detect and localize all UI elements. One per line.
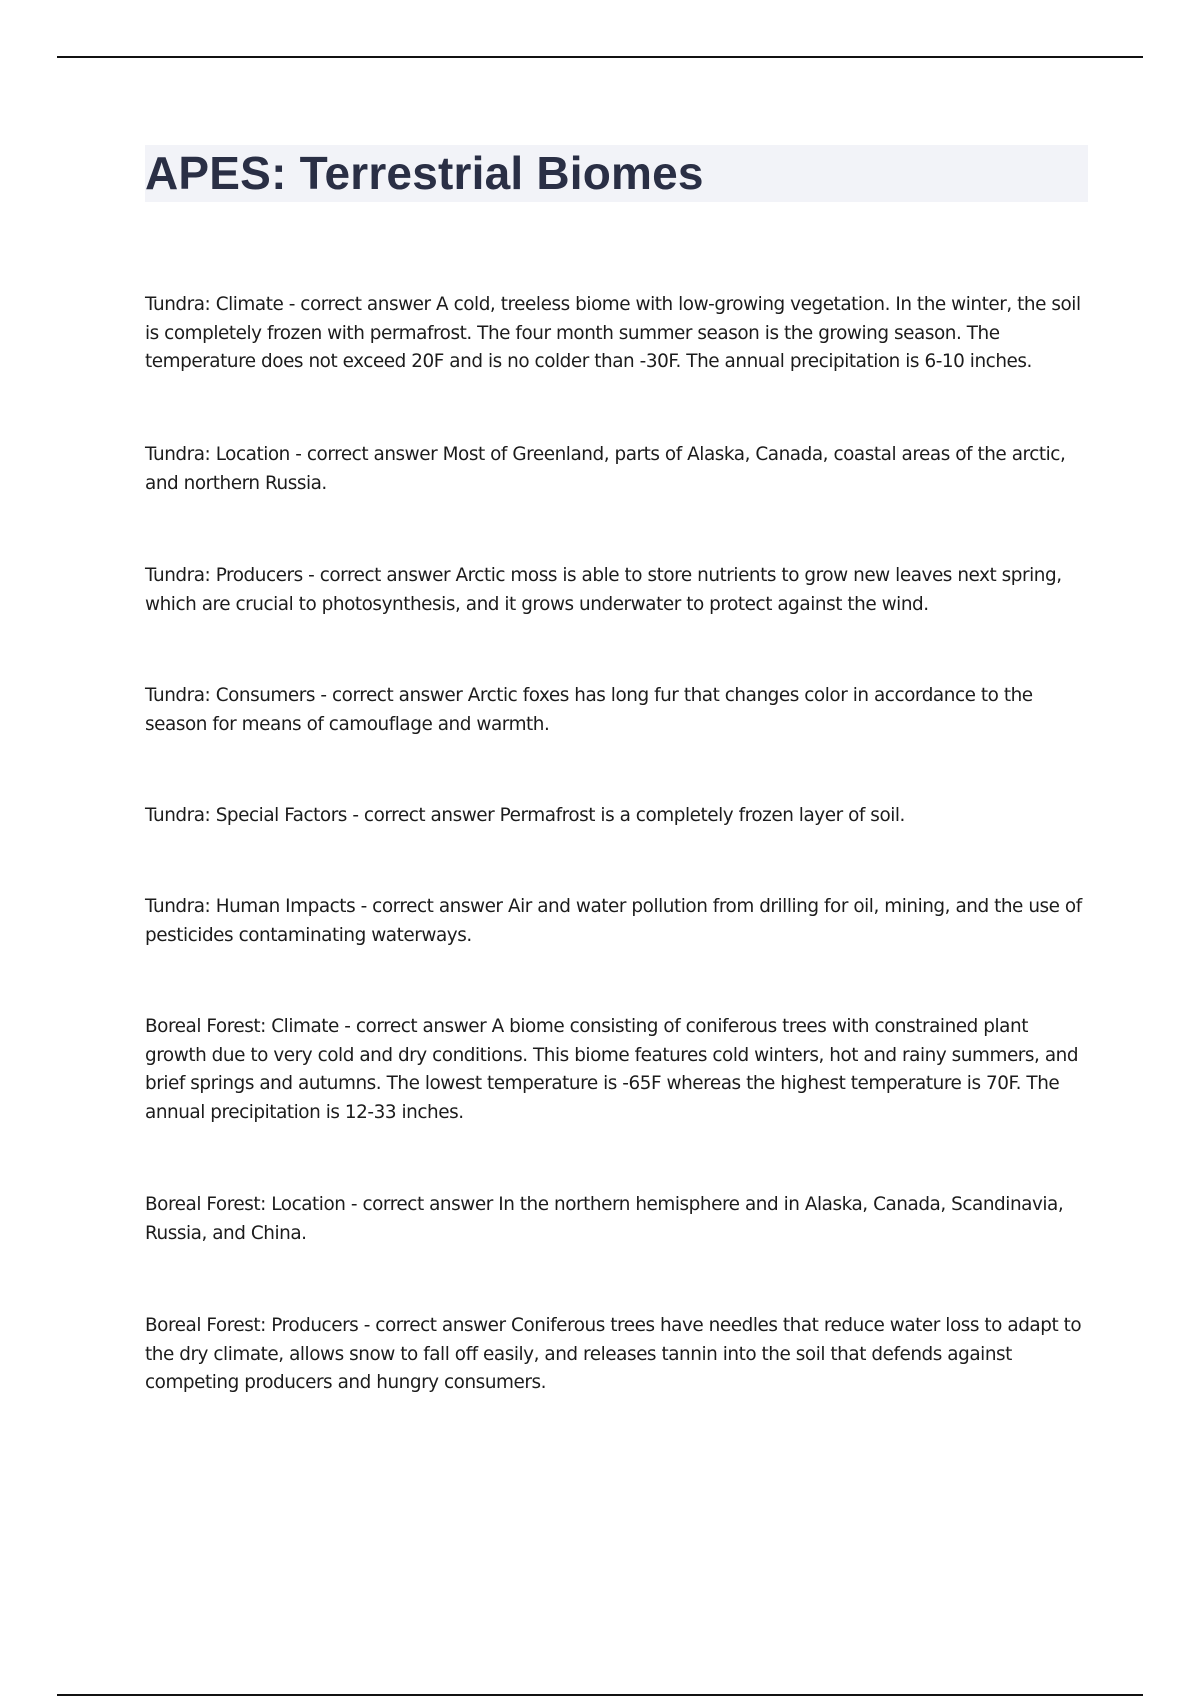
entry-boreal-producers: Boreal Forest: Producers - correct answer Coniferous trees have needles that reduce water loss to adapt to the dry climate, allows snow to fall off easily, and releases tannin into the soil that defends against competing producers and hungry consumers. <box>145 1315 1082 1394</box>
entry-tundra-human-impacts: Tundra: Human Impacts - correct answer Air and water pollution from drilling for oil, mining, and the use of pesticides contaminating waterways. <box>145 896 1082 946</box>
entry-tundra-consumers: Tundra: Consumers - correct answer Arctic foxes has long fur that changes color in accordance to the season for means of camouflage and warmth. <box>145 685 1033 735</box>
entry-boreal-climate: Boreal Forest: Climate - correct answer A biome consisting of coniferous trees with constrained plant growth due to very cold and dry conditions. This biome features cold winters, hot and rainy summers, and brief springs and autumns. The lowest temperature is -65F whereas the highest temperature is 70F. The annual precipitation is 12-33 inches. <box>145 1016 1079 1123</box>
top-rule <box>57 56 1143 58</box>
entry-boreal-location: Boreal Forest: Location - correct answer In the northern hemisphere and in Alaska, Canada, Scandinavia, Russia, and China. <box>145 1194 1064 1244</box>
entry-tundra-producers: Tundra: Producers - correct answer Arctic moss is able to store nutrients to grow new leaves next spring, which are crucial to photosynthesis, and it grows underwater to protect against the wind. <box>145 565 1062 615</box>
entry-tundra-climate: Tundra: Climate - correct answer A cold, treeless biome with low-growing vegetation. In the winter, the soil is completely frozen with permafrost. The four month summer season is the growing season. The temperature does not exceed 20F and is no colder than -30F. The annual precipitation is 6-10 inches. <box>145 294 1081 373</box>
page-title: APES: Terrestrial Biomes <box>145 147 704 199</box>
entry-tundra-location: Tundra: Location - correct answer Most of Greenland, parts of Alaska, Canada, coastal areas of the arctic, and northern Russia. <box>145 444 1066 494</box>
bottom-rule <box>57 1694 1143 1696</box>
entry-tundra-special-factors: Tundra: Special Factors - correct answer Permafrost is a completely frozen layer of soil. <box>145 805 905 826</box>
